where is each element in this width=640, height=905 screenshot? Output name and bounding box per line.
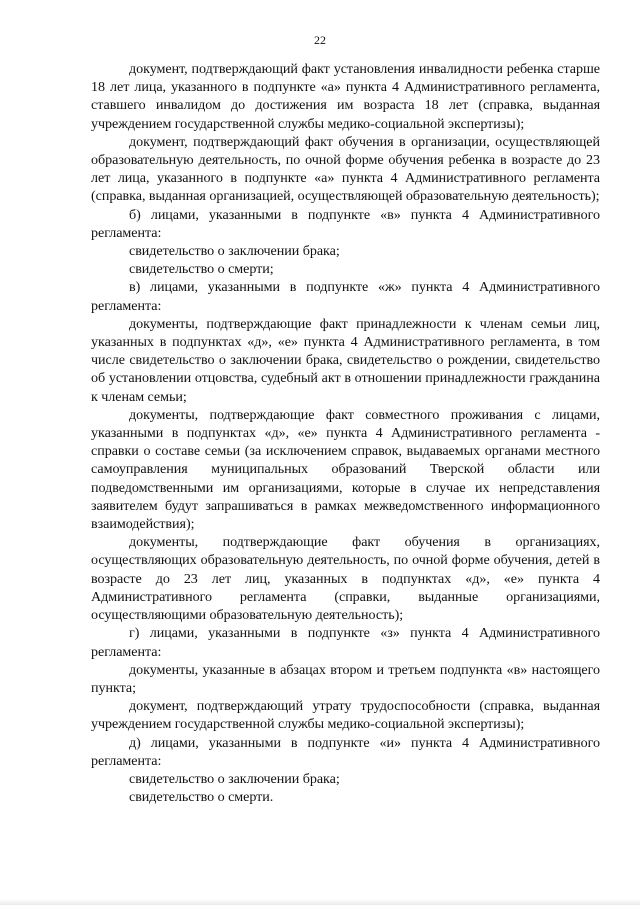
paragraph: свидетельство о заключении брака; (129, 770, 340, 787)
paragraph: в) лицами, указанными в подпункте «ж» пункта 4 Административного регламента: (91, 279, 600, 314)
paragraph: документ, подтверждающий утрату трудоспособности (справка, выданная учреждением государственной службы медико-социальной экспертизы); (91, 698, 600, 733)
paragraph: документы, подтверждающие факт совместного проживания с лицами, указанными в подпунктах «д», «е» пункта 4 Административного регламента - справки о составе семьи (за исключением справок, выдаваемых органами местного самоуправления муниципальных образований Тверской области или подведомственными им организациями, которые в случае их непредставления заявителем будут запрашиваться в рамках межведомственного информационного взаимодействия); (91, 406, 600, 533)
paragraph: б) лицами, указанными в подпункте «в» пункта 4 Административного регламента: (91, 206, 600, 241)
paragraph: документ, подтверждающий факт обучения в организации, осуществляющей образовательную деятельность, по очной форме обучения ребенка в возрасте до 23 лет лица, указанного в подпункте «а» пункта 4 Административного регламента (справка, выданная организацией, осуществляющей образовательную деятельность); (91, 133, 600, 205)
scan-edge-shadow (0, 899, 640, 905)
paragraph: документы, подтверждающие факт обучения в организациях, осуществляющих образовательную деятельность, по очной форме обучения, детей в возрасте до 23 лет лиц, указанных в подпунктах «д», «е» пункта 4 Административного регламента (справки, выданные организациями, осуществляющими образовательную деятельность); (91, 534, 600, 624)
paragraph: г) лицами, указанными в подпункте «з» пункта 4 Административного регламента: (91, 625, 600, 660)
paragraph: д) лицами, указанными в подпункте «и» пункта 4 Административного регламента: (91, 734, 600, 769)
paragraph: свидетельство о смерти. (129, 789, 274, 806)
paragraph: свидетельство о смерти; (129, 261, 274, 278)
page-number: 22 (314, 33, 326, 47)
paragraph: документ, подтверждающий факт установления инвалидности ребенка старше 18 лет лица, указанного в подпункте «а» пункта 4 Административного регламента, ставшего инвалидом до достижения им возраста 18 лет (справка, выданная учреждением государственной службы медико-социальной экспертизы); (91, 61, 600, 132)
paragraph: документы, подтверждающие факт принадлежности к членам семьи лиц, указанных в подпунктах «д», «е» пункта 4 Административного регламента, в том числе свидетельство о заключении брака, свидетельство о рождении, свидетельство об установлении отцовства, судебный акт в отношении принадлежности гражданина к членам семьи; (91, 315, 600, 405)
paragraph: документы, указанные в абзацах втором и третьем подпункта «в» настоящего пункта; (91, 661, 600, 696)
document-body (91, 60, 600, 806)
paragraph: свидетельство о заключении брака; (129, 243, 340, 260)
